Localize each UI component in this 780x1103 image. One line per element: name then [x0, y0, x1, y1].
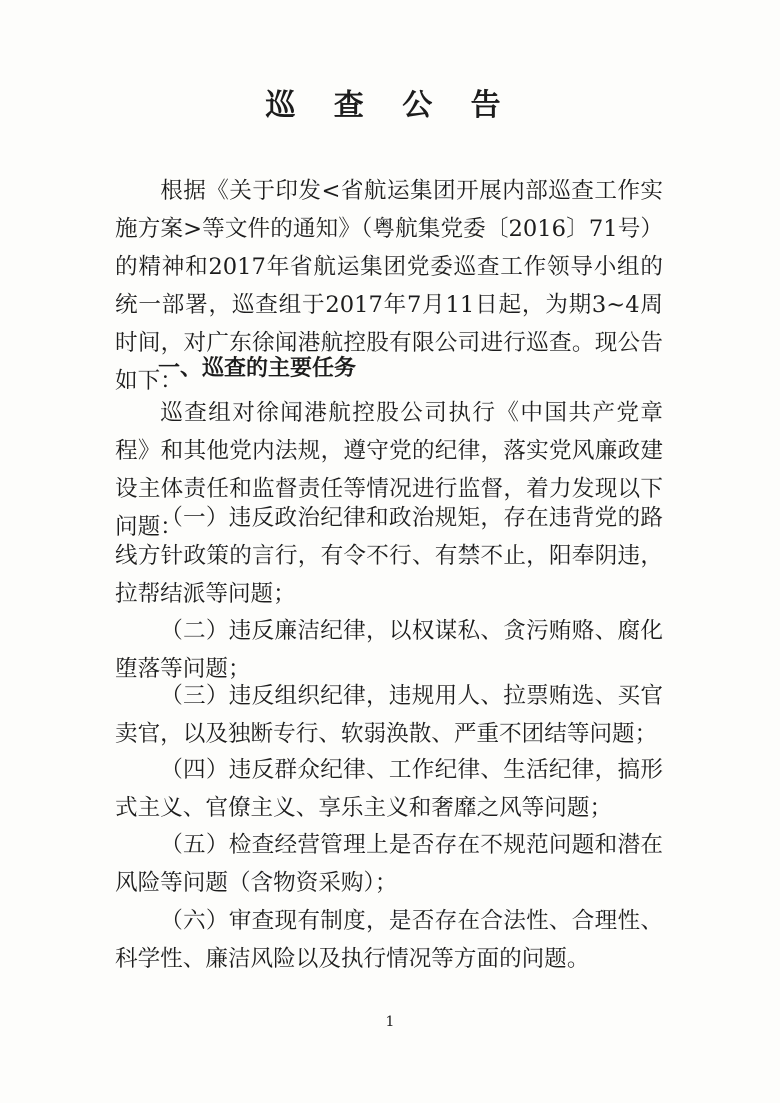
task-item-4	[115, 751, 663, 831]
intro-paragraph: 根据《关于印发<省航运集团开展内部巡查工作实施方案>等文件的通知》（粤航集党委〔2016〕71号）的精神和2017年省航运集团党委巡查工作领导小组的统一部署，巡查组于2017年7月11日起，为期3~4周时间，对广东徐闻港航控股有限公司进行巡查。现公告如下：	[115, 178, 663, 394]
task-item-1	[115, 499, 663, 611]
task-item-text: （一）违反政治纪律和政治规矩，存在违背党的路线方针政策的言行，有令不行、有禁不止，阳奉阴违，拉帮结派等问题；	[115, 505, 663, 607]
section-heading: 一、巡查的主要任务	[158, 356, 357, 381]
task-item-text: （六）审查现有制度，是否存在合法性、合理性、科学性、廉洁风险以及执行情况等方面的问题。	[115, 908, 663, 972]
task-item-text: （五）检查经营管理上是否存在不规范问题和潜在风险等问题（含物资采购）；	[115, 832, 663, 896]
task-item-5	[115, 826, 663, 906]
task-item-3	[115, 677, 663, 757]
page-number: 1	[385, 1014, 395, 1030]
task-item-text: （二）违反廉洁纪律，以权谋私、贪污贿赂、腐化堕落等问题；	[115, 618, 663, 682]
document-title: 巡 查 公 告	[265, 88, 515, 123]
task-item-text: （三）违反组织纪律，违规用人、拉票贿选、买官卖官，以及独断专行、软弱涣散、严重不团结等问题；	[115, 683, 663, 747]
task-item-text: （四）违反群众纪律、工作纪律、生活纪律，搞形式主义、官僚主义、享乐主义和奢靡之风等问题；	[115, 757, 663, 821]
section-intro-block	[115, 394, 663, 540]
task-item-6	[115, 902, 663, 982]
section-intro-paragraph: 巡查组对徐闻港航控股公司执行《中国共产党章程》和其他党内法规，遵守党的纪律，落实党风廉政建设主体责任和监督责任等情况进行监督，着力发现以下问题：	[115, 400, 663, 540]
